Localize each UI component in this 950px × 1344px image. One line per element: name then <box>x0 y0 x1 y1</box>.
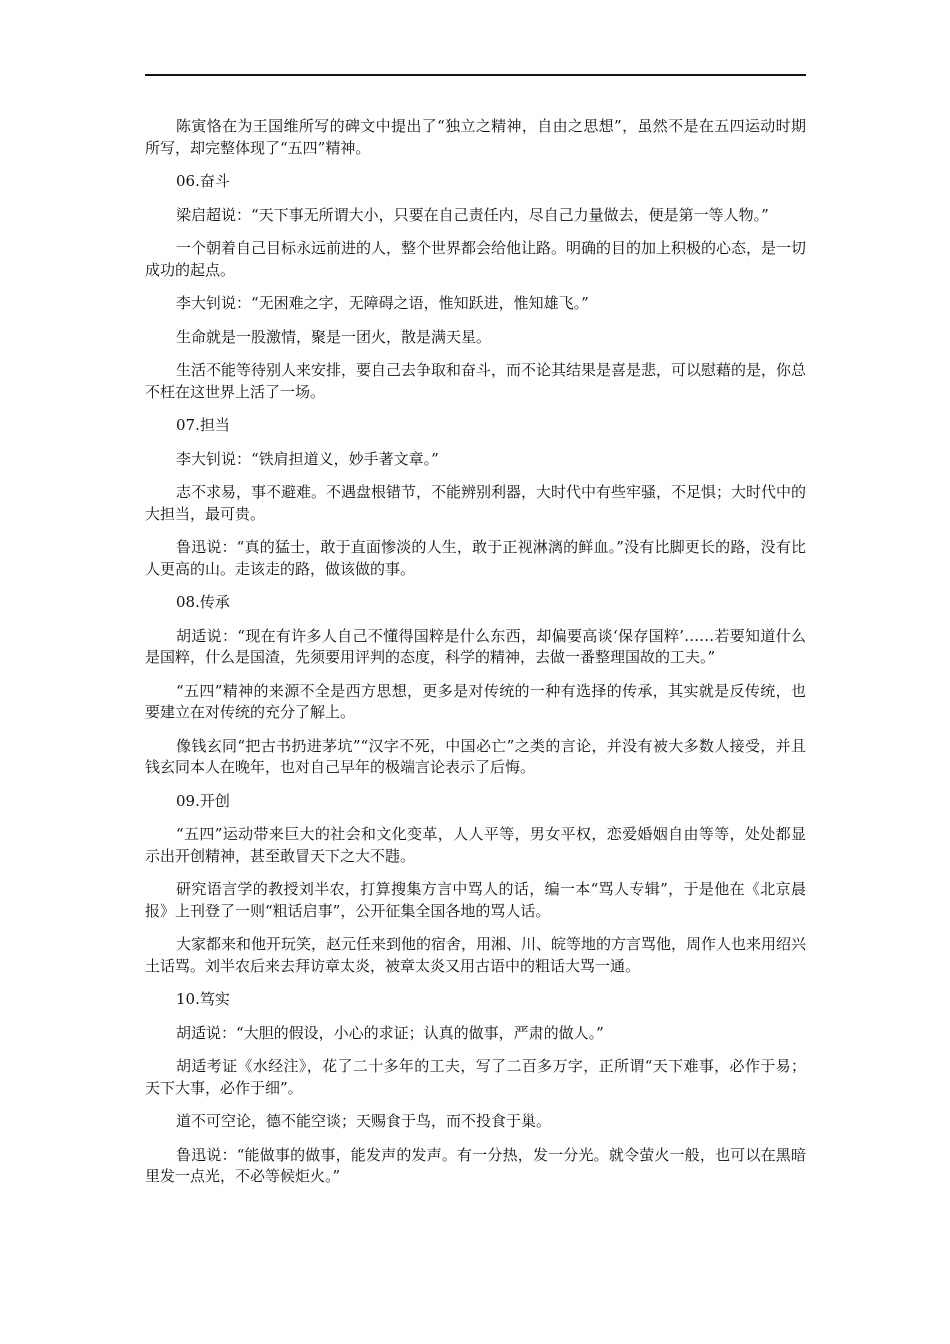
paragraph: 李大钊说：“铁肩担道义，妙手著文章。” <box>176 449 439 468</box>
paragraph: 胡适说：“大胆的假设，小心的求证；认真的做事，严肃的做人。” <box>176 1023 604 1042</box>
paragraph: 一个朝着自己目标永远前进的人，整个世界都会给他让路。明确的目的加上积极的心态，是一切成功的起点。 <box>145 239 807 279</box>
paragraph: 李大钊说：“无困难之字，无障碍之语，惟知跃进，惟知雄飞。” <box>176 294 589 312</box>
paragraph: 研究语言学的教授刘半农，打算搜集方言中骂人的话，编一本“骂人专辑”，于是他在《北京晨报》上刊登了一则“粗话启事”，公开征集全国各地的骂人话。 <box>145 880 806 920</box>
paragraph: 志不求易，事不避难。不遇盘根错节，不能辨别利器，大时代中有些牢骚，不足惧；大时代中的大担当，最可贵。 <box>145 483 807 523</box>
paragraph: 陈寅恪在为王国维所写的碑文中提出了“独立之精神，自由之思想”，虽然不是在五四运动时期所写，却完整体现了“五四”精神。 <box>145 117 806 157</box>
section-heading: 10.笃实 <box>176 990 230 1008</box>
document-body <box>145 116 806 1200</box>
paragraph: 梁启超说：“天下事无所谓大小，只要在自己责任内，尽自己力量做去，便是第一等人物。” <box>176 205 769 224</box>
paragraph: 像钱玄同“把古书扔进茅坑”“汉字不死，中国必亡”之类的言论，并没有被大多数人接受，并且钱玄同本人在晚年，也对自己早年的极端言论表示了后悔。 <box>145 736 806 776</box>
paragraph: 生命就是一股激情，聚是一团火，散是满天星。 <box>176 327 492 346</box>
section-heading: 07.担当 <box>176 416 230 434</box>
paragraph: “五四”运动带来巨大的社会和文化变革，人人平等，男女平权，恋爱婚姻自由等等，处处都显示出开创精神，甚至敢冒天下之大不韪。 <box>145 825 806 865</box>
paragraph: 生活不能等待别人来安排，要自己去争取和奋斗，而不论其结果是喜是悲，可以慰藉的是，你总不枉在这世界上活了一场。 <box>145 361 807 401</box>
section-heading: 08.传承 <box>176 593 230 611</box>
header-rule <box>145 74 806 76</box>
section-heading: 06.奋斗 <box>176 172 230 190</box>
paragraph: “五四”精神的来源不全是西方思想，更多是对传统的一种有选择的传承，其实就是反传统，也要建立在对传统的充分了解上。 <box>145 681 806 721</box>
paragraph: 鲁迅说：“真的猛士，敢于直面惨淡的人生，敢于正视淋漓的鲜血。”没有比脚更长的路，没有比人更高的山。走该走的路，做该做的事。 <box>145 538 806 578</box>
paragraph: 胡适考证《水经注》，花了二十多年的工夫，写了二百多万字，正所谓“天下难事，必作于易；天下大事，必作于细”。 <box>145 1057 806 1097</box>
paragraph: 道不可空论，德不能空谈；天赐食于鸟，而不投食于巢。 <box>176 1112 552 1130</box>
paragraph: 大家都来和他开玩笑，赵元任来到他的宿舍，用湘、川、皖等地的方言骂他，周作人也来用绍兴土话骂。刘半农后来去拜访章太炎，被章太炎又用古语中的粗话大骂一通。 <box>145 935 807 975</box>
section-heading: 09.开创 <box>176 791 230 810</box>
paragraph: 胡适说：“现在有许多人自己不懂得国粹是什么东西，却偏要高谈‘保存国粹’……若要知道什么是国粹，什么是国渣，先须要用评判的态度，科学的精神，去做一番整理国故的工夫。” <box>145 626 806 666</box>
paragraph: 鲁迅说：“能做事的做事，能发声的发声。有一分热，发一分光。就令萤火一般，也可以在黑暗里发一点光，不必等候炬火。” <box>145 1145 806 1185</box>
